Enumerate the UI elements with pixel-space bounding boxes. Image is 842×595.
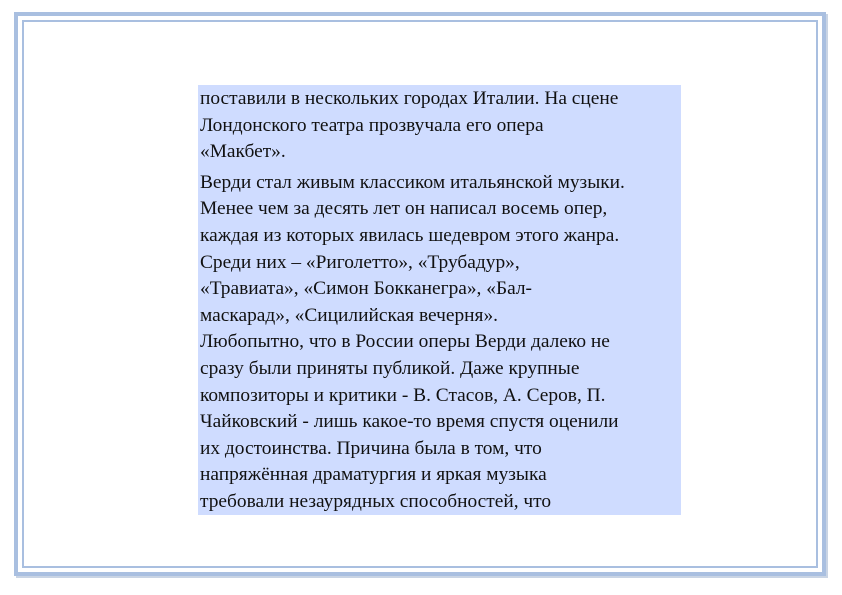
text-line: Верди стал живым классиком итальянской музыки. xyxy=(200,171,625,193)
text-line: «Макбет». xyxy=(200,141,286,163)
text-line: каждая из которых явилась шедевром этого жанра. xyxy=(200,224,620,246)
text-line: поставили в нескольких городах Италии. На сцене xyxy=(200,88,619,109)
paragraph-1 xyxy=(200,86,679,166)
text-line: Среди них – «Риголетто», «Трубадур», xyxy=(200,251,520,273)
text-line: сразу были приняты публикой. Даже крупные xyxy=(200,357,580,379)
text-line: Менее чем за десять лет он написал восемь опер, xyxy=(200,198,608,220)
text-line: напряжённая драматургия и яркая музыка xyxy=(200,464,547,486)
text-box xyxy=(198,85,681,515)
text-line: их достоинства. Причина была в том, что xyxy=(200,437,542,459)
text-line: требовали незаурядных способностей, что xyxy=(200,490,552,512)
text-line: Любопытно, что в России оперы Верди далеко не xyxy=(200,331,610,353)
paragraph-2 xyxy=(200,170,679,515)
text-line: «Травиата», «Симон Бокканегра», «Бал- xyxy=(200,278,532,300)
text-line: Лондонского театра прозвучала его опера xyxy=(200,114,544,136)
text-line: композиторы и критики - В. Стасов, А. Серов, П. xyxy=(200,384,606,406)
text-line: Чайковский - лишь какое-то время спустя оценили xyxy=(200,411,619,433)
text-line: маскарад», «Сицилийская вечерня». xyxy=(200,304,498,326)
